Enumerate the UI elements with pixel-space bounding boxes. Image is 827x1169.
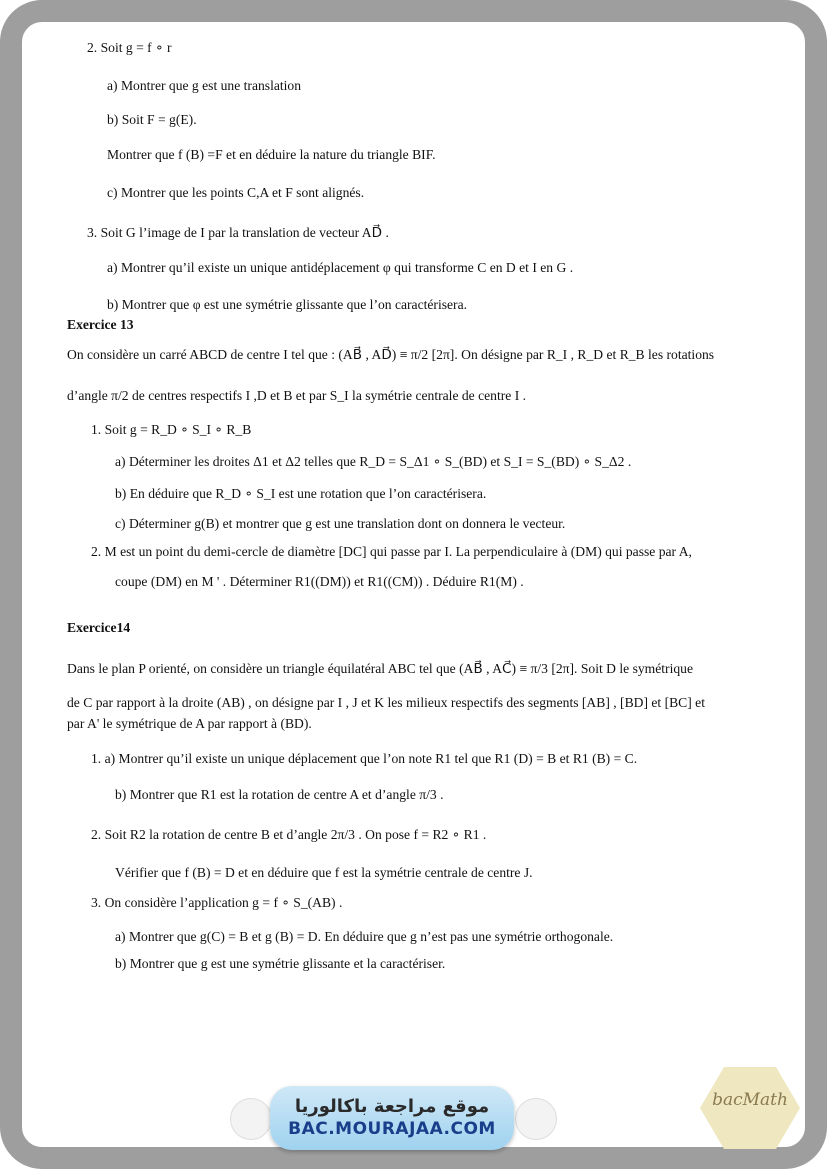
ex14-intro-1: Dans le plan P orienté, on considère un triangle équilatéral ABC tel que (AB⃗ , AC⃗) ≡ π/3 [2π]. Soit D le symétrique	[67, 661, 693, 676]
ex13-item-1: 1. Soit g = R_D ∘ S_I ∘ R_B	[91, 422, 252, 437]
ex14-intro-3: par A' le symétrique de A par rapport à (BD).	[67, 716, 312, 731]
ex13-item-1a: a) Déterminer les droites Δ1 et Δ2 telles que R_D = S_Δ1 ∘ S_(BD) et S_I = S_(BD) ∘ S_Δ2 .	[115, 454, 632, 469]
ex12-item-2: 2. Soit g = f ∘ r	[87, 40, 172, 55]
ex14-item-1a: 1. a) Montrer qu’il existe un unique déplacement que l’on note R1 tel que R1 (D) = B et R1 (B) = C.	[91, 751, 638, 766]
ex13-item-2-detail: coupe (DM) en M ' . Déterminer R1((DM)) et R1((CM)) . Déduire R1(M) .	[115, 574, 524, 589]
ex14-item-1b: b) Montrer que R1 est la rotation de centre A et d’angle π/3 .	[115, 787, 444, 802]
ex12-item-2b: b) Soit F = g(E).	[107, 112, 197, 127]
ex13-item-1b: b) En déduire que R_D ∘ S_I est une rotation que l’on caractérisera.	[115, 486, 487, 501]
ex14-item-2-detail: Vérifier que f (B) = D et en déduire que f est la symétrie centrale de centre J.	[115, 865, 533, 880]
ex12-item-2c: c) Montrer que les points C,A et F sont alignés.	[107, 185, 365, 200]
ex14-item-3b: b) Montrer que g est une symétrie glissante et la caractériser.	[115, 956, 446, 971]
exercise-14-title: Exercice14	[67, 620, 131, 635]
ex14-intro-2: de C par rapport à la droite (AB) , on désigne par I , J et K les milieux respectifs des segments [AB] , [BD] et [BC] et	[67, 695, 705, 710]
ex13-item-2: 2. M est un point du demi-cercle de diamètre [DC] qui passe par I. La perpendiculaire à (DM) qui passe par A,	[91, 544, 692, 559]
exercise-13-title: Exercice 13	[67, 317, 134, 332]
ex14-item-2: 2. Soit R2 la rotation de centre B et d’angle 2π/3 . On pose f = R2 ∘ R1 .	[91, 827, 487, 842]
ex13-intro-1: On considère un carré ABCD de centre I tel que : (AB⃗ , AD⃗) ≡ π/2 [2π]. On désigne par R_I , R_D et R_B les rotations	[67, 347, 715, 362]
ex12-item-3b: b) Montrer que φ est une symétrie glissante que l’on caractérisera.	[107, 297, 468, 312]
document-page	[30, 30, 797, 1139]
right-logo-icon	[515, 1098, 557, 1140]
ex12-item-2b-detail: Montrer que f (B) =F et en déduire la nature du triangle BIF.	[107, 147, 436, 162]
ex13-intro-2: d’angle π/2 de centres respectifs I ,D et B et par S_I la symétrie centrale de centre I .	[67, 388, 527, 403]
ex13-item-1c: c) Déterminer g(B) et montrer que g est une translation dont on donnera le vecteur.	[115, 516, 566, 531]
site-url[interactable]: BAC.MOURAJAA.COM	[288, 1119, 496, 1139]
ex14-item-3a: a) Montrer que g(C) = B et g (B) = D. En déduire que g n’est pas une symétrie orthogonale.	[115, 929, 614, 944]
site-name-arabic: موقع مراجعة باكالوريا	[294, 1096, 490, 1117]
ex12-item-3a: a) Montrer qu’il existe un unique antidéplacement φ qui transforme C en D et I en G .	[107, 260, 574, 275]
ex12-item-2a: a) Montrer que g est une translation	[107, 78, 302, 93]
ex14-item-3: 3. On considère l’application g = f ∘ S_(AB) .	[91, 895, 343, 910]
left-logo-icon	[230, 1098, 272, 1140]
site-banner[interactable]	[270, 1086, 514, 1150]
ex12-item-3: 3. Soit G l’image de I par la translation de vecteur AD⃗ .	[87, 225, 389, 240]
badge-text: bacMath	[712, 1090, 788, 1110]
